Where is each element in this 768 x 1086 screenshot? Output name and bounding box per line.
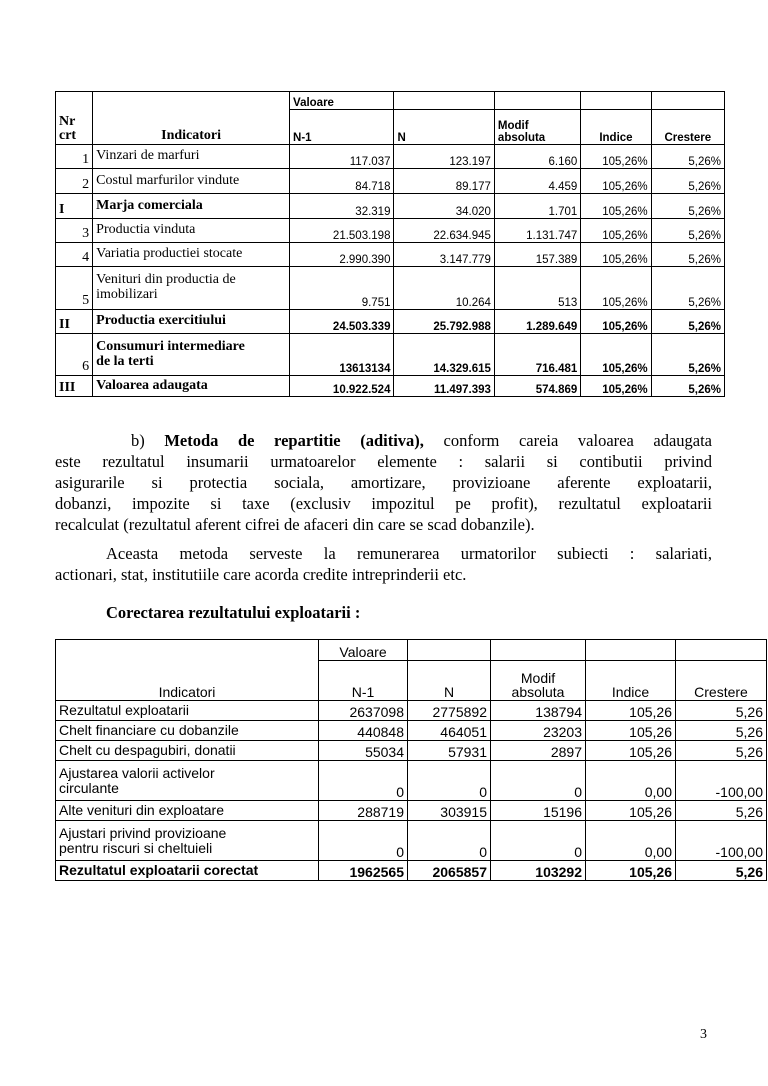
value-added-table [55, 91, 725, 397]
n-header: N [394, 110, 494, 145]
indicator-header: Indicatori [56, 640, 319, 701]
valoare-header: Valoare [290, 92, 394, 110]
operating-result-table [55, 639, 767, 881]
table-row: Ajustari privind provizioane pentru riscuri si cheltuieli 0 0 0 0,00 -100,00 [56, 821, 767, 861]
table-row: III Valoarea adaugata 10.922.524 11.497.393 574.869 105,26% 5,26% [56, 376, 725, 397]
table-row: 1 Vinzari de marfuri 117.037 123.197 6.160 105,26% 5,26% [56, 145, 725, 169]
table-row: II Productia exercitiului 24.503.339 25.792.988 1.289.649 105,26% 5,26% [56, 310, 725, 334]
table-row: 4 Variatia productiei stocate 2.990.390 3.147.779 157.389 105,26% 5,26% [56, 243, 725, 267]
table-row: Chelt cu despagubiri, donatii 55034 57931 2897 105,26 5,26 [56, 741, 767, 761]
indice-header: Indice [586, 661, 676, 701]
table-row: 2 Costul marfurilor vindute 84.718 89.177 4.459 105,26% 5,26% [56, 169, 725, 194]
page-number: 3 [700, 1027, 707, 1042]
remuneration-paragraph: Aceasta metoda serveste la remunerarea urmatorilor subiecti : salariati, actionari, stat, institutiile care acorda credite intreprinderii etc. [55, 544, 712, 584]
modif-header: Modif absoluta [491, 661, 586, 701]
indicator-header: Indicatori [93, 92, 290, 145]
n-header: N [408, 661, 491, 701]
table-row: 5 Venituri din productia de imobilizari 9.751 10.264 513 105,26% 5,26% [56, 267, 725, 310]
table-row: 3 Productia vinduta 21.503.198 22.634.945 1.131.747 105,26% 5,26% [56, 219, 725, 243]
table-row: 6 Consumuri intermediare de la terti 13613134 14.329.615 716.481 105,26% 5,26% [56, 334, 725, 376]
table-row: Rezultatul exploatarii 2637098 2775892 138794 105,26 5,26 [56, 701, 767, 721]
nr-crt-header: Nr crt [56, 92, 93, 145]
indice-header: Indice [581, 110, 651, 145]
modif-header: Modif absoluta [494, 110, 580, 145]
crestere-header: Crestere [676, 661, 767, 701]
valoare-header: Valoare [319, 640, 408, 661]
table-row: Chelt financiare cu dobanzile 440848 464051 23203 105,26 5,26 [56, 721, 767, 741]
method-name: Metoda de repartitie (aditiva), [164, 431, 424, 450]
n1-header: N-1 [290, 110, 394, 145]
table-row: Alte venituri din exploatare 288719 303915 15196 105,26 5,26 [56, 801, 767, 821]
n1-header: N-1 [319, 661, 408, 701]
crestere-header: Crestere [651, 110, 724, 145]
section-title: Corectarea rezultatului exploatarii : [106, 603, 361, 622]
method-paragraph: b) Metoda de repartitie (aditiva), conform careia valoarea adaugata este rezultatul insumarii urmatoarelor elemente : salarii si contibutii privind asigurarile si protectia sociala, amortizare, provizioane aferente exploatarii, dobanzi, impozite si taxe (exclusiv impozitul pe profit), rezultatul exploatarii recalculat (rezultatul aferent cifrei de afaceri din care se scad dobanzile). [55, 431, 712, 534]
table-row: I Marja comerciala 32.319 34.020 1.701 105,26% 5,26% [56, 194, 725, 219]
table-row: Ajustarea valorii activelor circulante 0 0 0 0,00 -100,00 [56, 761, 767, 801]
table-row: Rezultatul exploatarii corectat 1962565 2065857 103292 105,26 5,26 [56, 861, 767, 881]
